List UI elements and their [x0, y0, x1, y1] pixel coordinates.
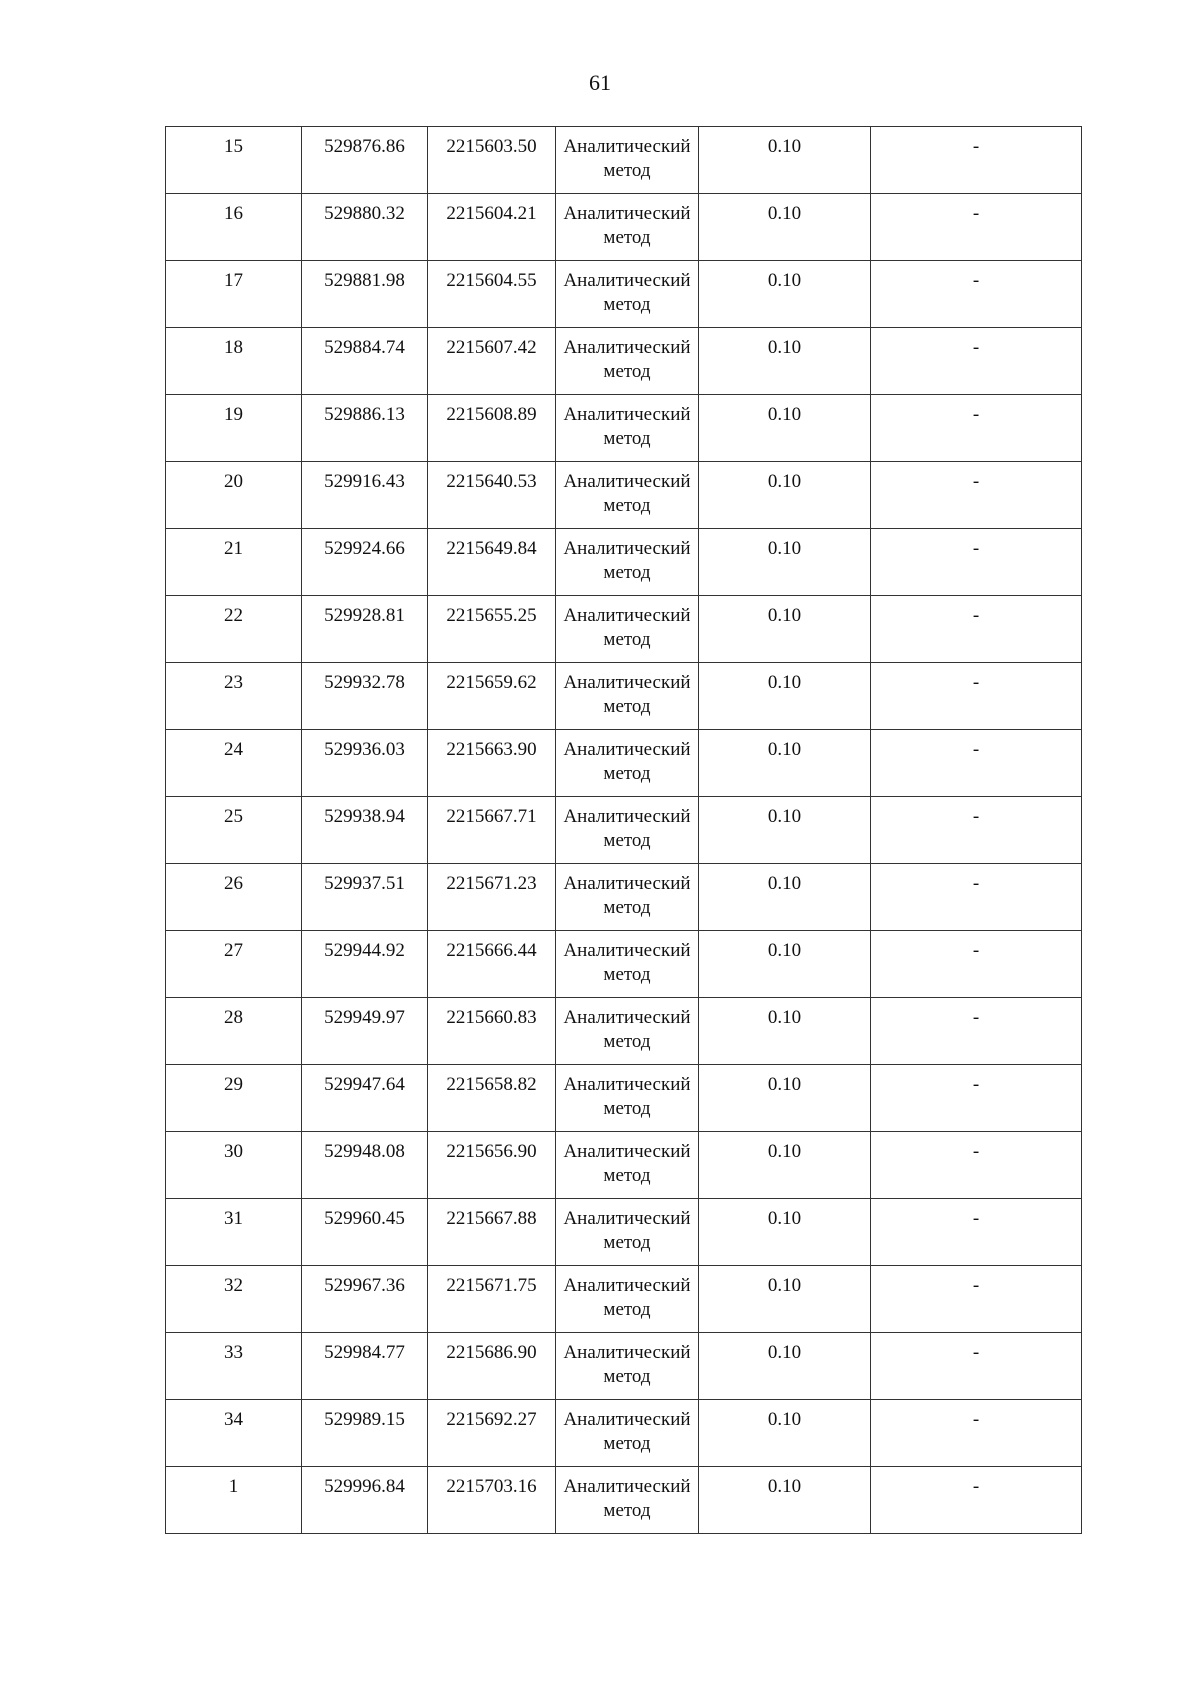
note-cell: - [871, 1333, 1082, 1400]
point-number-cell: 22 [166, 596, 302, 663]
table-row [166, 596, 1082, 663]
y-coordinate-cell: 2215666.44 [428, 931, 556, 998]
x-coordinate-cell: 529960.45 [302, 1199, 428, 1266]
accuracy-cell: 0.10 [699, 931, 871, 998]
method-cell: Аналитический метод [556, 529, 699, 596]
x-coordinate-cell: 529984.77 [302, 1333, 428, 1400]
accuracy-cell: 0.10 [699, 596, 871, 663]
note-cell: - [871, 1400, 1082, 1467]
y-coordinate-cell: 2215671.23 [428, 864, 556, 931]
table-row [166, 797, 1082, 864]
y-coordinate-cell: 2215692.27 [428, 1400, 556, 1467]
y-coordinate-cell: 2215604.21 [428, 194, 556, 261]
y-coordinate-cell: 2215663.90 [428, 730, 556, 797]
method-cell: Аналитический метод [556, 395, 699, 462]
y-coordinate-cell: 2215658.82 [428, 1065, 556, 1132]
table-row [166, 1333, 1082, 1400]
point-number-cell: 26 [166, 864, 302, 931]
point-number-cell: 33 [166, 1333, 302, 1400]
accuracy-cell: 0.10 [699, 529, 871, 596]
table-row [166, 395, 1082, 462]
point-number-cell: 21 [166, 529, 302, 596]
x-coordinate-cell: 529936.03 [302, 730, 428, 797]
accuracy-cell: 0.10 [699, 462, 871, 529]
x-coordinate-cell: 529989.15 [302, 1400, 428, 1467]
point-number-cell: 15 [166, 127, 302, 194]
table-row [166, 730, 1082, 797]
coordinates-table-body [166, 127, 1082, 1534]
table-row [166, 864, 1082, 931]
accuracy-cell: 0.10 [699, 261, 871, 328]
x-coordinate-cell: 529886.13 [302, 395, 428, 462]
table-row [166, 663, 1082, 730]
accuracy-cell: 0.10 [699, 1467, 871, 1534]
y-coordinate-cell: 2215703.16 [428, 1467, 556, 1534]
note-cell: - [871, 1266, 1082, 1333]
method-cell: Аналитический метод [556, 261, 699, 328]
accuracy-cell: 0.10 [699, 797, 871, 864]
accuracy-cell: 0.10 [699, 1400, 871, 1467]
table-row [166, 1199, 1082, 1266]
x-coordinate-cell: 529944.92 [302, 931, 428, 998]
note-cell: - [871, 864, 1082, 931]
x-coordinate-cell: 529948.08 [302, 1132, 428, 1199]
point-number-cell: 28 [166, 998, 302, 1065]
accuracy-cell: 0.10 [699, 395, 871, 462]
y-coordinate-cell: 2215604.55 [428, 261, 556, 328]
table-row [166, 328, 1082, 395]
method-cell: Аналитический метод [556, 864, 699, 931]
x-coordinate-cell: 529916.43 [302, 462, 428, 529]
note-cell: - [871, 194, 1082, 261]
point-number-cell: 19 [166, 395, 302, 462]
method-cell: Аналитический метод [556, 663, 699, 730]
note-cell: - [871, 395, 1082, 462]
x-coordinate-cell: 529928.81 [302, 596, 428, 663]
x-coordinate-cell: 529880.32 [302, 194, 428, 261]
note-cell: - [871, 328, 1082, 395]
point-number-cell: 27 [166, 931, 302, 998]
point-number-cell: 16 [166, 194, 302, 261]
point-number-cell: 20 [166, 462, 302, 529]
table-row [166, 1132, 1082, 1199]
accuracy-cell: 0.10 [699, 194, 871, 261]
table-row [166, 931, 1082, 998]
method-cell: Аналитический метод [556, 1065, 699, 1132]
note-cell: - [871, 596, 1082, 663]
y-coordinate-cell: 2215649.84 [428, 529, 556, 596]
y-coordinate-cell: 2215686.90 [428, 1333, 556, 1400]
method-cell: Аналитический метод [556, 931, 699, 998]
x-coordinate-cell: 529947.64 [302, 1065, 428, 1132]
note-cell: - [871, 797, 1082, 864]
y-coordinate-cell: 2215640.53 [428, 462, 556, 529]
accuracy-cell: 0.10 [699, 1065, 871, 1132]
point-number-cell: 18 [166, 328, 302, 395]
accuracy-cell: 0.10 [699, 730, 871, 797]
method-cell: Аналитический метод [556, 1199, 699, 1266]
accuracy-cell: 0.10 [699, 1333, 871, 1400]
x-coordinate-cell: 529924.66 [302, 529, 428, 596]
table-row [166, 127, 1082, 194]
point-number-cell: 29 [166, 1065, 302, 1132]
note-cell: - [871, 730, 1082, 797]
method-cell: Аналитический метод [556, 1400, 699, 1467]
accuracy-cell: 0.10 [699, 127, 871, 194]
x-coordinate-cell: 529932.78 [302, 663, 428, 730]
method-cell: Аналитический метод [556, 730, 699, 797]
table-row [166, 194, 1082, 261]
method-cell: Аналитический метод [556, 462, 699, 529]
point-number-cell: 31 [166, 1199, 302, 1266]
note-cell: - [871, 1199, 1082, 1266]
coordinates-table [165, 126, 1082, 1534]
method-cell: Аналитический метод [556, 797, 699, 864]
accuracy-cell: 0.10 [699, 1132, 871, 1199]
note-cell: - [871, 261, 1082, 328]
method-cell: Аналитический метод [556, 127, 699, 194]
x-coordinate-cell: 529881.98 [302, 261, 428, 328]
method-cell: Аналитический метод [556, 1467, 699, 1534]
y-coordinate-cell: 2215671.75 [428, 1266, 556, 1333]
table-row [166, 1467, 1082, 1534]
method-cell: Аналитический метод [556, 194, 699, 261]
point-number-cell: 34 [166, 1400, 302, 1467]
table-row [166, 462, 1082, 529]
method-cell: Аналитический метод [556, 1132, 699, 1199]
method-cell: Аналитический метод [556, 328, 699, 395]
table-row [166, 998, 1082, 1065]
point-number-cell: 32 [166, 1266, 302, 1333]
accuracy-cell: 0.10 [699, 1199, 871, 1266]
note-cell: - [871, 1132, 1082, 1199]
y-coordinate-cell: 2215603.50 [428, 127, 556, 194]
y-coordinate-cell: 2215667.88 [428, 1199, 556, 1266]
note-cell: - [871, 462, 1082, 529]
note-cell: - [871, 127, 1082, 194]
method-cell: Аналитический метод [556, 1266, 699, 1333]
note-cell: - [871, 931, 1082, 998]
point-number-cell: 30 [166, 1132, 302, 1199]
table-row [166, 261, 1082, 328]
y-coordinate-cell: 2215656.90 [428, 1132, 556, 1199]
y-coordinate-cell: 2215655.25 [428, 596, 556, 663]
note-cell: - [871, 1467, 1082, 1534]
note-cell: - [871, 529, 1082, 596]
x-coordinate-cell: 529876.86 [302, 127, 428, 194]
x-coordinate-cell: 529938.94 [302, 797, 428, 864]
method-cell: Аналитический метод [556, 998, 699, 1065]
accuracy-cell: 0.10 [699, 998, 871, 1065]
table-row [166, 1065, 1082, 1132]
point-number-cell: 1 [166, 1467, 302, 1534]
note-cell: - [871, 663, 1082, 730]
page-number: 61 [589, 70, 611, 95]
accuracy-cell: 0.10 [699, 864, 871, 931]
note-cell: - [871, 1065, 1082, 1132]
point-number-cell: 17 [166, 261, 302, 328]
x-coordinate-cell: 529937.51 [302, 864, 428, 931]
y-coordinate-cell: 2215607.42 [428, 328, 556, 395]
x-coordinate-cell: 529996.84 [302, 1467, 428, 1534]
point-number-cell: 24 [166, 730, 302, 797]
accuracy-cell: 0.10 [699, 663, 871, 730]
point-number-cell: 23 [166, 663, 302, 730]
table-row [166, 1400, 1082, 1467]
method-cell: Аналитический метод [556, 1333, 699, 1400]
y-coordinate-cell: 2215608.89 [428, 395, 556, 462]
point-number-cell: 25 [166, 797, 302, 864]
x-coordinate-cell: 529967.36 [302, 1266, 428, 1333]
y-coordinate-cell: 2215659.62 [428, 663, 556, 730]
method-cell: Аналитический метод [556, 596, 699, 663]
x-coordinate-cell: 529884.74 [302, 328, 428, 395]
accuracy-cell: 0.10 [699, 1266, 871, 1333]
y-coordinate-cell: 2215660.83 [428, 998, 556, 1065]
y-coordinate-cell: 2215667.71 [428, 797, 556, 864]
table-row [166, 529, 1082, 596]
accuracy-cell: 0.10 [699, 328, 871, 395]
note-cell: - [871, 998, 1082, 1065]
x-coordinate-cell: 529949.97 [302, 998, 428, 1065]
table-row [166, 1266, 1082, 1333]
